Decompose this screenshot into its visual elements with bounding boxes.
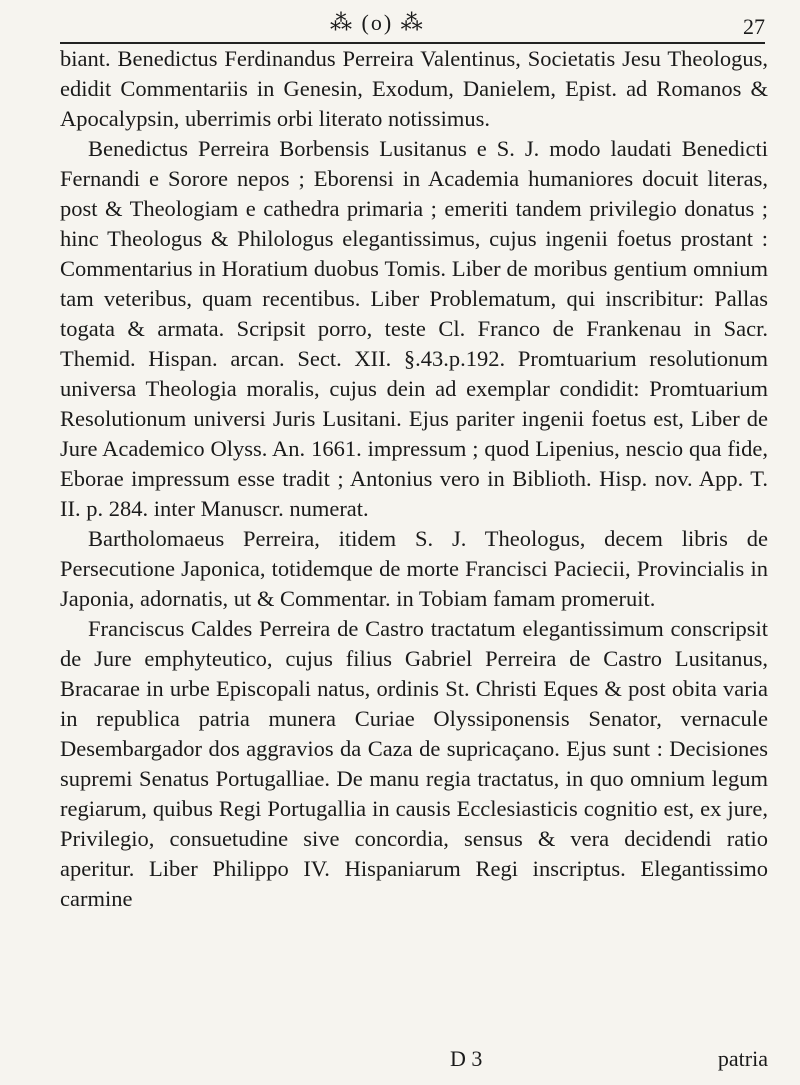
catchword: patria xyxy=(717,1046,768,1071)
signature-mark: D 3 xyxy=(450,1046,483,1071)
page-header xyxy=(60,10,765,40)
paragraph: Franciscus Caldes Perreira de Castro tractatum elegantissimum conscripsit de Jure emphyteutico, cujus filius Gabriel Perreira de Castro Lusitanus, Bracarae in urbe Episcopali natus, ordinis St. Christi Eques & post obita varia in republica patria munera Curiae Olyssiponensis Senator, vernacule Desembargador dos aggravios da Caza de supricaçano. Ejus sunt : Decisiones supremi Senatus Portugalliae. De manu regia tractatus, in quo omnium legum regiarum, quibus Regi Portugallia in causis Ecclesiasticis cognitio est, ex jure, Privilegio, consuetudine sive concordia, sensus & vera decidendi ratio aperitur. Liber Philippo IV. Hispaniarum Regi inscriptus. Elegantissimo carmine xyxy=(60,616,768,911)
page-number: 27 xyxy=(743,14,765,39)
main-text xyxy=(60,44,768,914)
header-ornament: ⁂ (o) ⁂ xyxy=(330,10,425,35)
paragraph: Benedictus Perreira Borbensis Lusitanus e S. J. modo laudati Benedicti Fernandi e Sorore nepos ; Eborensi in Academia humaniores docuit literas, post & Theologiam e cathedra primaria ; emeriti tandem privilegio donatus ; hinc Theologus & Philologus elegantissimus, cujus ingenii foetus prostant : Commentarius in Horatium duobus Tomis. Liber de moribus gentium omnium tam veteribus, quam recentibus. Liber Problematum, qui inscribitur: Pallas togata & armata. Scripsit porro, teste Cl. Franco de Frankenau in Sacr. Themid. Hispan. arcan. Sect. XII. §.43.p.192. Promtuarium resolutionum universa Theologia moralis, cujus dein ad exemplar condidit: Promtuarium Resolutionum universi Juris Lusitani. Ejus pariter ingenii foetus est, Liber de Jure Academico Olyss. An. 1661. impressum ; quod Lipenius, nescio qua fide, Eborae impressum esse tradit ; Antonius vero in Biblioth. Hisp. nov. App. T. II. p. 284. inter Manuscr. numerat. xyxy=(60,136,768,521)
paragraph: biant. Benedictus Ferdinandus Perreira Valentinus, Societatis Jesu Theologus, edidit Commentariis in Genesin, Exodum, Danielem, Epist. ad Romanos & Apocalypsin, uberrimis orbi literato notissimus. xyxy=(60,46,768,131)
paragraph: Bartholomaeus Perreira, itidem S. J. Theologus, decem libris de Persecutione Japonica, totidemque de morte Francisci Paciecii, Provincialis in Japonia, adornatis, ut & Commentar. in Tobiam famam promeruit. xyxy=(60,526,768,611)
page-footer xyxy=(60,1046,768,1076)
